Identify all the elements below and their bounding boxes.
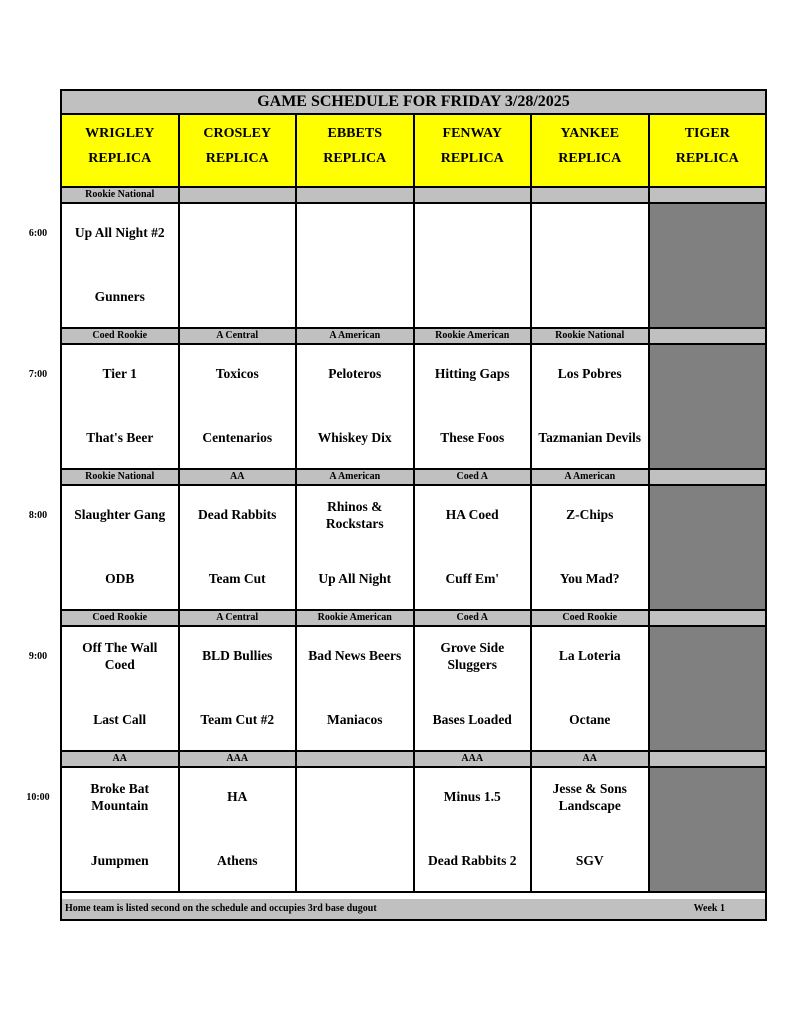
game-row: [62, 768, 765, 893]
home-team: You Mad?: [559, 571, 620, 586]
home-team: Dead Rabbits 2: [427, 853, 517, 868]
home-team: Last Call: [93, 712, 147, 727]
field-name: CROSLEY: [203, 126, 272, 141]
game-cell: [180, 486, 298, 611]
time-label: 7:00: [28, 369, 48, 380]
away-team: Toxicos: [215, 366, 259, 381]
game-cell: [415, 486, 533, 611]
division-label: AAA: [180, 752, 298, 768]
away-team: BLD Bullies: [202, 648, 273, 663]
game-cell: [62, 627, 180, 752]
game-cell: [297, 768, 415, 893]
field-header-yankee: [532, 115, 650, 188]
game-cell: [62, 486, 180, 611]
division-label: A American: [297, 470, 415, 486]
home-team: SGV: [575, 853, 604, 868]
game-cell: [415, 345, 533, 470]
schedule-title: GAME SCHEDULE FOR FRIDAY 3/28/2025: [62, 91, 765, 115]
footer-note: Home team is listed second on the schedule and occupies 3rd base dugout: [65, 903, 377, 914]
home-team: That's Beer: [86, 430, 154, 445]
division-label: AA: [62, 752, 180, 768]
division-row: [62, 752, 765, 768]
schedule-footer: [62, 899, 765, 919]
away-team: Minus 1.5: [443, 789, 501, 804]
division-label: [180, 188, 298, 204]
field-header-ebbets: [297, 115, 415, 188]
away-team: Up All Night #2: [74, 225, 165, 240]
game-cell: [297, 345, 415, 470]
game-cell: [532, 486, 650, 611]
division-label: Coed Rookie: [532, 611, 650, 627]
home-team: Maniacos: [327, 712, 383, 727]
home-team: [180, 274, 296, 319]
field-name: EBBETS: [327, 126, 382, 141]
division-label: Coed A: [415, 470, 533, 486]
away-team: Off The Wall Coed: [82, 639, 158, 672]
away-team: Grove Side Sluggers: [440, 639, 505, 672]
field-header-tiger: [650, 115, 766, 188]
game-row: [62, 627, 765, 752]
division-row: [62, 611, 765, 627]
field-sub: REPLICA: [323, 151, 387, 166]
field-header-fenway: [415, 115, 533, 188]
field-header-crosley: [180, 115, 298, 188]
away-team: [180, 210, 296, 255]
game-cell: [415, 627, 533, 752]
away-team: [650, 210, 766, 255]
game-cell: [62, 768, 180, 893]
away-team: Los Pobres: [557, 366, 622, 381]
home-team: ODB: [105, 571, 135, 586]
away-team: Broke Bat Mountain: [90, 780, 150, 813]
away-team: HA Coed: [445, 507, 499, 522]
home-team: These Foos: [440, 430, 505, 445]
division-label: [650, 188, 766, 204]
division-label: A American: [297, 329, 415, 345]
division-label: Rookie National: [62, 188, 180, 204]
game-cell: [62, 204, 180, 329]
home-team: Team Cut: [208, 571, 266, 586]
home-team: [650, 697, 766, 742]
away-team: La Loteria: [558, 648, 621, 663]
game-cell: [415, 768, 533, 893]
home-team: Whiskey Dix: [317, 430, 392, 445]
game-cell: [180, 345, 298, 470]
division-label: Coed Rookie: [62, 329, 180, 345]
home-team: [532, 274, 648, 319]
division-label: Coed A: [415, 611, 533, 627]
away-team: [650, 774, 766, 819]
field-sub: REPLICA: [675, 151, 739, 166]
game-cell: [297, 486, 415, 611]
time-label: 6:00: [28, 228, 48, 239]
field-sub: REPLICA: [440, 151, 504, 166]
division-label: [297, 188, 415, 204]
home-team: Bases Loaded: [432, 712, 512, 727]
game-cell: [180, 627, 298, 752]
home-team: Jumpmen: [90, 853, 149, 868]
home-team: [650, 415, 766, 460]
division-label: A Central: [180, 329, 298, 345]
game-cell: [180, 768, 298, 893]
away-team: Rhinos & Rockstars: [325, 498, 384, 531]
field-name: YANKEE: [560, 126, 620, 141]
division-label: AA: [180, 470, 298, 486]
home-team: Up All Night: [318, 571, 392, 586]
home-team: [415, 274, 531, 319]
division-label: [532, 188, 650, 204]
game-cell: [532, 345, 650, 470]
unavailable-field-cell: [650, 768, 766, 893]
game-row: [62, 345, 765, 470]
home-team: Tazmanian Devils: [538, 430, 642, 445]
home-team: Centenarios: [202, 430, 273, 445]
game-cell: [532, 627, 650, 752]
unavailable-field-cell: [650, 627, 766, 752]
away-team: Hitting Gaps: [434, 366, 510, 381]
division-label: Rookie American: [297, 611, 415, 627]
division-label: Coed Rookie: [62, 611, 180, 627]
division-label: [650, 329, 766, 345]
game-cell: [297, 627, 415, 752]
home-team: Team Cut #2: [200, 712, 275, 727]
away-team: Jesse & Sons Landscape: [552, 780, 627, 813]
field-sub: REPLICA: [205, 151, 269, 166]
away-team: [650, 492, 766, 537]
game-cell: [532, 768, 650, 893]
time-label: 9:00: [28, 651, 48, 662]
home-team: Cuff Em': [445, 571, 500, 586]
away-team: Slaughter Gang: [74, 507, 166, 522]
away-team: Peloteros: [328, 366, 382, 381]
away-team: Dead Rabbits: [198, 507, 277, 522]
division-label: [297, 752, 415, 768]
time-label: 10:00: [26, 792, 50, 803]
division-label: Rookie National: [62, 470, 180, 486]
division-label: [650, 611, 766, 627]
field-sub: REPLICA: [558, 151, 622, 166]
away-team: [650, 351, 766, 396]
home-team: Athens: [216, 853, 258, 868]
away-team: Bad News Beers: [308, 648, 402, 663]
division-row: [62, 188, 765, 204]
game-cell: [532, 204, 650, 329]
home-team: Octane: [569, 712, 611, 727]
game-cell: [415, 204, 533, 329]
week-label: Week 1: [693, 903, 725, 914]
away-team: [297, 210, 413, 255]
away-team: [532, 210, 648, 255]
game-cell: [180, 204, 298, 329]
home-team: Gunners: [94, 289, 145, 304]
home-team: [297, 838, 413, 883]
unavailable-field-cell: [650, 345, 766, 470]
game-row: [62, 486, 765, 611]
division-label: AA: [532, 752, 650, 768]
division-label: Rookie National: [532, 329, 650, 345]
field-name: FENWAY: [442, 126, 502, 141]
schedule-sheet: [60, 89, 767, 921]
home-team: [650, 556, 766, 601]
division-label: A Central: [180, 611, 298, 627]
game-row: [62, 204, 765, 329]
home-team: [650, 838, 766, 883]
division-label: [650, 470, 766, 486]
home-team: [650, 274, 766, 319]
away-team: [415, 210, 531, 255]
division-row: [62, 470, 765, 486]
field-name: WRIGLEY: [85, 126, 155, 141]
field-sub: REPLICA: [88, 151, 152, 166]
away-team: [297, 774, 413, 819]
division-label: [415, 188, 533, 204]
division-label: A American: [532, 470, 650, 486]
away-team: HA: [227, 789, 248, 804]
division-label: [650, 752, 766, 768]
game-cell: [297, 204, 415, 329]
unavailable-field-cell: [650, 486, 766, 611]
home-team: [297, 274, 413, 319]
division-row: [62, 329, 765, 345]
field-header-row: [62, 115, 765, 188]
time-label: 8:00: [28, 510, 48, 521]
field-header-wrigley: [62, 115, 180, 188]
away-team: [650, 633, 766, 678]
game-cell: [62, 345, 180, 470]
division-label: AAA: [415, 752, 533, 768]
away-team: Z-Chips: [566, 507, 614, 522]
field-name: TIGER: [684, 126, 730, 141]
unavailable-field-cell: [650, 204, 766, 329]
division-label: Rookie American: [415, 329, 533, 345]
away-team: Tier 1: [102, 366, 137, 381]
